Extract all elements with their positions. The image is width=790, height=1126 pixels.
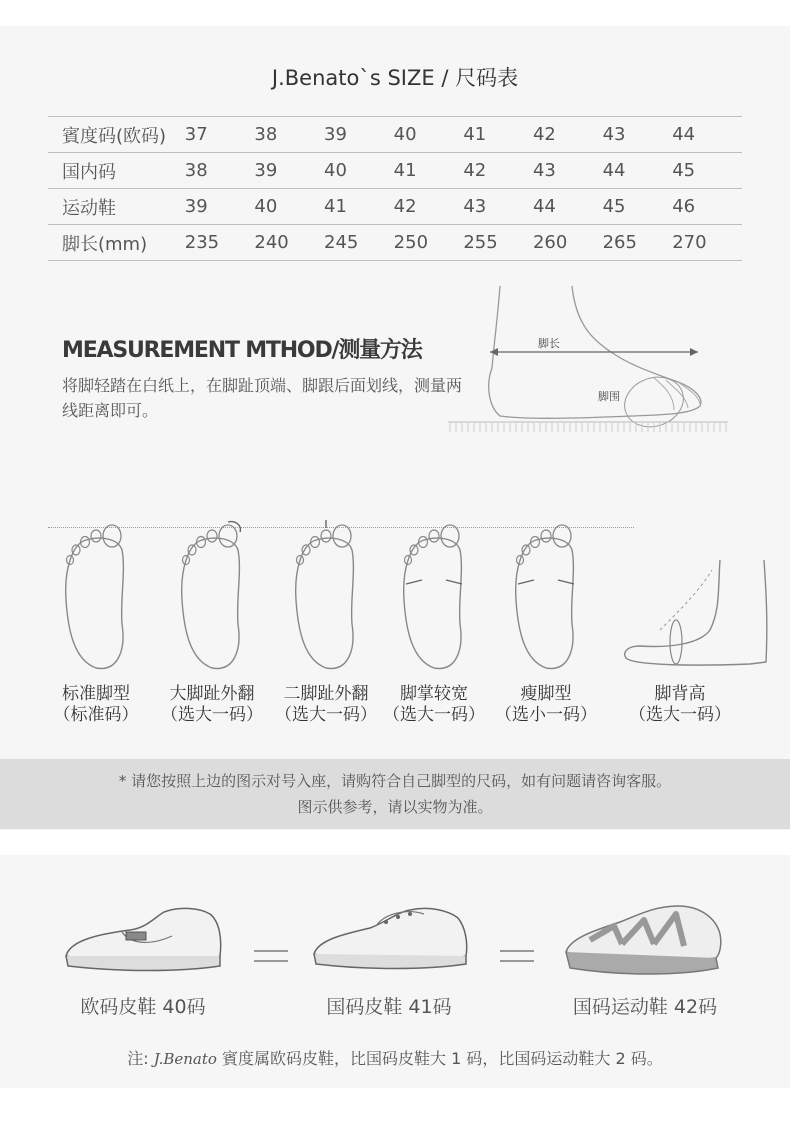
size-cell: 44 <box>672 117 742 153</box>
size-cell: 39 <box>254 153 324 189</box>
size-cell: 44 <box>533 189 603 225</box>
foot-type-name: 标准脚型 <box>62 684 130 704</box>
size-cell: 37 <box>185 117 255 153</box>
size-cell: 42 <box>533 117 603 153</box>
size-cell: 42 <box>463 153 533 189</box>
foot-type-label <box>31 684 161 726</box>
foot-outline-icon <box>172 520 252 676</box>
foot-measurement-diagram <box>442 284 734 444</box>
size-cell: 41 <box>324 189 394 225</box>
foot-type-item <box>374 520 494 676</box>
sneaker-icon <box>560 900 726 984</box>
foot-type-advice: （选大一码） <box>275 705 377 725</box>
size-cell: 46 <box>672 189 742 225</box>
foot-type-label <box>147 684 277 726</box>
foot-outline-icon <box>506 520 586 676</box>
size-cell: 44 <box>603 153 673 189</box>
notice-line-1: * 请您按照上边的图示对号入座，请购符合自己脚型的尺码，如有问题请咨询客服。 <box>118 772 672 790</box>
size-cell: 43 <box>463 189 533 225</box>
brand-logo: J.Benato <box>153 1050 217 1068</box>
foot-type-label <box>481 684 611 726</box>
notice-line-2: 图示供参考，请以实物为准。 <box>297 798 493 816</box>
size-cell: 42 <box>394 189 464 225</box>
row-label: 运动鞋 <box>48 189 185 225</box>
size-cell: 250 <box>394 225 464 261</box>
foot-type-advice: （选大一码） <box>383 705 485 725</box>
foot-type-item <box>266 520 386 676</box>
equals-icon <box>500 950 534 962</box>
shoe-label-euro: 欧码皮鞋 40码 <box>80 996 206 1018</box>
row-label: 賓度码(欧码) <box>48 117 185 153</box>
foot-type-name: 瘦脚型 <box>520 684 572 704</box>
size-cell: 45 <box>603 189 673 225</box>
foot-type-advice: （选大一码） <box>629 705 731 725</box>
size-cell: 39 <box>324 117 394 153</box>
foot-type-label <box>615 684 745 726</box>
foot-type-name: 大脚趾外翻 <box>169 684 255 704</box>
size-cell: 240 <box>254 225 324 261</box>
size-cell: 265 <box>603 225 673 261</box>
length-label: 脚长 <box>538 337 560 350</box>
measurement-description: 将脚轻踏在白纸上，在脚趾顶端、脚跟后面划线，测量两线距离即可。 <box>62 376 463 420</box>
foot-type-item <box>152 520 272 676</box>
size-table-row <box>48 225 742 261</box>
size-cell: 255 <box>463 225 533 261</box>
foot-side-icon <box>620 520 770 676</box>
foot-outline-icon <box>56 520 136 676</box>
size-cell: 41 <box>463 117 533 153</box>
loafer-icon <box>60 900 226 984</box>
size-table <box>48 116 742 261</box>
row-label: 脚长(mm) <box>48 225 185 261</box>
foot-type-item <box>36 520 156 676</box>
note-prefix: 注: <box>127 1049 149 1068</box>
size-table-row <box>48 117 742 153</box>
foot-type-label <box>369 684 499 726</box>
size-cell: 40 <box>254 189 324 225</box>
size-cell: 39 <box>185 189 255 225</box>
foot-type-item <box>486 520 606 676</box>
foot-outline-icon <box>286 520 366 676</box>
size-table-row <box>48 189 742 225</box>
size-cell: 40 <box>324 153 394 189</box>
foot-type-name: 脚背高 <box>654 684 706 704</box>
size-cell: 45 <box>672 153 742 189</box>
size-cell: 270 <box>672 225 742 261</box>
page-title: J.Benato`s SIZE / 尺码表 <box>271 66 519 90</box>
foot-type-name: 二脚趾外翻 <box>283 684 369 704</box>
row-label: 国内码 <box>48 153 185 189</box>
measurement-title: MEASUREMENT MTHOD/测量方法 <box>62 338 422 363</box>
size-cell: 43 <box>533 153 603 189</box>
size-cell: 40 <box>394 117 464 153</box>
size-table-row <box>48 153 742 189</box>
equals-icon <box>254 950 288 962</box>
foot-type-advice: （选大一码） <box>161 705 263 725</box>
shoe-label-cn-leather: 国码皮鞋 41码 <box>326 996 452 1018</box>
foot-types-gallery <box>0 520 790 740</box>
size-cell: 38 <box>185 153 255 189</box>
size-cell: 41 <box>394 153 464 189</box>
foot-type-name: 脚掌较宽 <box>400 684 468 704</box>
foot-type-advice: （选小一码） <box>495 705 597 725</box>
derby-shoe-icon <box>306 900 472 984</box>
size-cell: 38 <box>254 117 324 153</box>
size-note <box>0 1046 790 1069</box>
size-cell: 260 <box>533 225 603 261</box>
foot-type-advice: （标准码） <box>53 705 139 725</box>
size-cell: 43 <box>603 117 673 153</box>
size-cell: 235 <box>185 225 255 261</box>
girth-label: 脚围 <box>598 390 620 403</box>
notice-band <box>0 759 790 829</box>
foot-outline-icon <box>394 520 474 676</box>
note-text: 賓度属欧码皮鞋，比国码皮鞋大 1 码，比国码运动鞋大 2 码。 <box>222 1049 663 1068</box>
foot-type-item <box>620 520 740 676</box>
shoe-label-cn-sneaker: 国码运动鞋 42码 <box>572 996 718 1018</box>
size-cell: 245 <box>324 225 394 261</box>
